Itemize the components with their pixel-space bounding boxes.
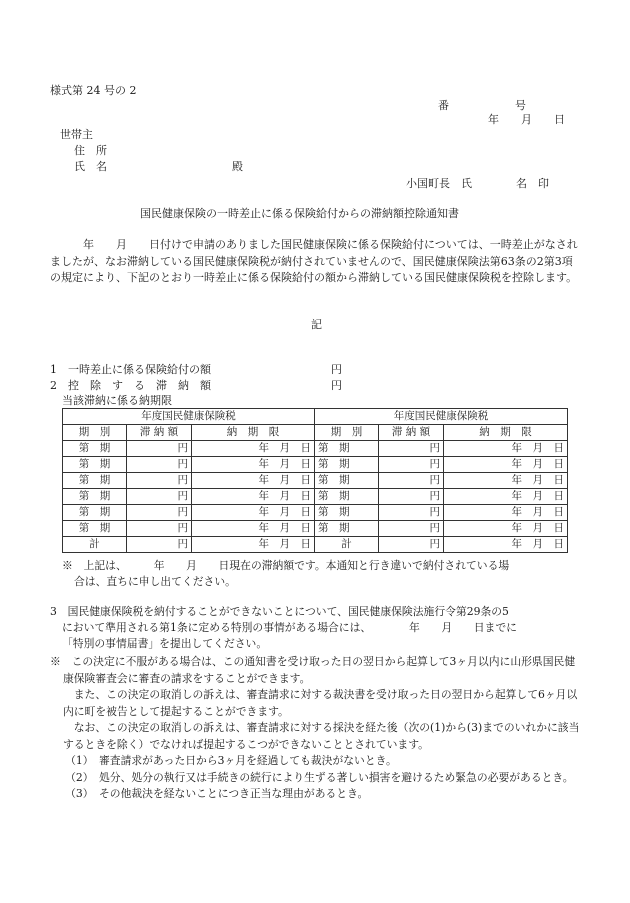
period-cell: 第 期: [315, 489, 379, 505]
table-row: [63, 489, 568, 505]
header-period: 期 別: [63, 425, 127, 441]
appeal-case-3: （3） その他裁決を経ないことにつき正当な理由があるとき。: [65, 787, 369, 800]
period-cell: 第 期: [315, 473, 379, 489]
table-row: [63, 473, 568, 489]
appeal-case-1: （1） 審査請求があった日から3ヶ月を経過しても裁決がないとき。: [65, 754, 397, 767]
item-2-label: 2 控 除 す る 滞 納 額: [50, 379, 211, 392]
table-total-row: [63, 537, 568, 553]
header-due-date: 納 期 限: [192, 425, 315, 441]
item-2-unit: 円: [331, 379, 342, 392]
period-cell: 第 期: [315, 457, 379, 473]
total-amount-cell: 円: [127, 537, 192, 553]
issuer-signature: 小国町長 氏 名 印: [406, 177, 549, 190]
appeal-paragraph-1: ※ この決定に不服がある場合は、この通知書を受け取った日の翌日から起算して3ヶ月以内に山形県国民健康保険審査会に審査の請求をすることができます。: [50, 655, 576, 685]
amount-cell: 円: [127, 457, 192, 473]
header-amount: 滞 納 額: [379, 425, 444, 441]
table-group-row: [63, 409, 568, 425]
document-number-label: 番 号: [438, 99, 526, 112]
period-cell: 第 期: [315, 521, 379, 537]
header-period: 期 別: [315, 425, 379, 441]
honorific: 殿: [232, 160, 243, 173]
header-amount: 滞 納 額: [127, 425, 192, 441]
table-group-title-left: 年度国民健康保険税: [63, 409, 315, 425]
total-label: 計: [63, 537, 127, 553]
period-cell: 第 期: [63, 473, 127, 489]
document-title: 国民健康保険の一時差止に係る保険給付からの滞納額控除通知書: [140, 207, 459, 220]
name-label: 氏 名: [74, 160, 107, 173]
due-date-cell: 年 月 日: [192, 473, 315, 489]
item-3-line-1: 3 国民健康保険税を納付することができないことについて、国民健康保険法施行令第29条の5: [50, 605, 509, 618]
appeal-case-2: （2） 処分、処分の執行又は手続きの続行により生ずる著しい損害を避けるため緊急の必要があるとき。: [65, 770, 574, 784]
header-due-date: 納 期 限: [444, 425, 568, 441]
amount-cell: 円: [379, 457, 444, 473]
due-date-cell: 年 月 日: [444, 441, 568, 457]
item-1-unit: 円: [331, 363, 342, 376]
amount-cell: 円: [127, 521, 192, 537]
table-row: [63, 457, 568, 473]
item-3-line-3: 「特別の事情届書」を提出してください。: [62, 637, 268, 650]
amount-cell: 円: [127, 505, 192, 521]
note-line-2: 合は、直ちに申し出てください。: [74, 575, 236, 588]
table-caption: 当該滞納に係る納期限: [62, 394, 172, 407]
due-date-cell: 年 月 日: [192, 441, 315, 457]
due-date-cell: 年 月 日: [192, 521, 315, 537]
total-date-cell: 年 月 日: [444, 537, 568, 553]
item-1-label: 1 一時差止に係る保険給付の額: [50, 363, 211, 376]
appeal-paragraph-3: なお、この決定の取消しの訴えは、審査請求に対する採決を経た後（次の(1)から(3)までのいれかに該当するときを除く）でなければ提起するこつができないこととされています。: [62, 721, 580, 751]
due-date-cell: 年 月 日: [192, 505, 315, 521]
total-amount-cell: 円: [379, 537, 444, 553]
total-date-cell: 年 月 日: [192, 537, 315, 553]
item-3-line-2: において準用される第1条に定める特別の事情がある場合には、 年 月 日までに: [62, 621, 517, 634]
household-head-label: 世帯主: [60, 128, 93, 141]
total-label: 計: [315, 537, 379, 553]
note-line-1: ※ 上記は、 年 月 日現在の滞納額です。本通知と行き違いで納付されている場: [62, 559, 510, 572]
period-cell: 第 期: [63, 505, 127, 521]
amount-cell: 円: [127, 489, 192, 505]
ki-label: 記: [311, 318, 322, 331]
period-cell: 第 期: [63, 441, 127, 457]
period-cell: 第 期: [63, 457, 127, 473]
address-label: 住 所: [74, 144, 107, 157]
period-cell: 第 期: [315, 505, 379, 521]
table-group-title-right: 年度国民健康保険税: [315, 409, 568, 425]
form-number: 様式第 24 号の 2: [50, 84, 137, 97]
due-date-cell: 年 月 日: [444, 505, 568, 521]
table-header-row: [63, 425, 568, 441]
due-date-cell: 年 月 日: [444, 489, 568, 505]
due-date-cell: 年 月 日: [444, 473, 568, 489]
period-cell: 第 期: [63, 489, 127, 505]
document-date-label: 年 月 日: [488, 113, 565, 126]
due-date-cell: 年 月 日: [192, 489, 315, 505]
table-row: [63, 505, 568, 521]
table-row: [63, 521, 568, 537]
appeal-notice: [50, 654, 580, 803]
amount-cell: 円: [379, 505, 444, 521]
due-date-cell: 年 月 日: [444, 521, 568, 537]
amount-cell: 円: [379, 521, 444, 537]
amount-cell: 円: [127, 441, 192, 457]
amount-cell: 円: [379, 473, 444, 489]
amount-cell: 円: [379, 441, 444, 457]
body-text: [50, 237, 580, 287]
amount-cell: 円: [379, 489, 444, 505]
dues-table: [62, 408, 568, 553]
due-date-cell: 年 月 日: [444, 457, 568, 473]
due-date-cell: 年 月 日: [192, 457, 315, 473]
appeal-paragraph-2: また、この決定の取消しの訴えは、審査請求に対する裁決書を受け取った日の翌日から起算して6ヶ月以内に町を被告として提起することができます。: [62, 688, 578, 718]
body-paragraph: 年 月 日付けで申請のありました国民健康保険に係る保険給付については、一時差止がなされましたが、なお滞納している国民健康保険税が納付されていませんので、国民健康保険法第63条の2第3項の規定により、下記のとおり一時差止に係る保険給付の額から滞納している国民健康保険税を控除します。: [50, 238, 578, 284]
period-cell: 第 期: [315, 441, 379, 457]
period-cell: 第 期: [63, 521, 127, 537]
amount-cell: 円: [127, 473, 192, 489]
table-row: [63, 441, 568, 457]
